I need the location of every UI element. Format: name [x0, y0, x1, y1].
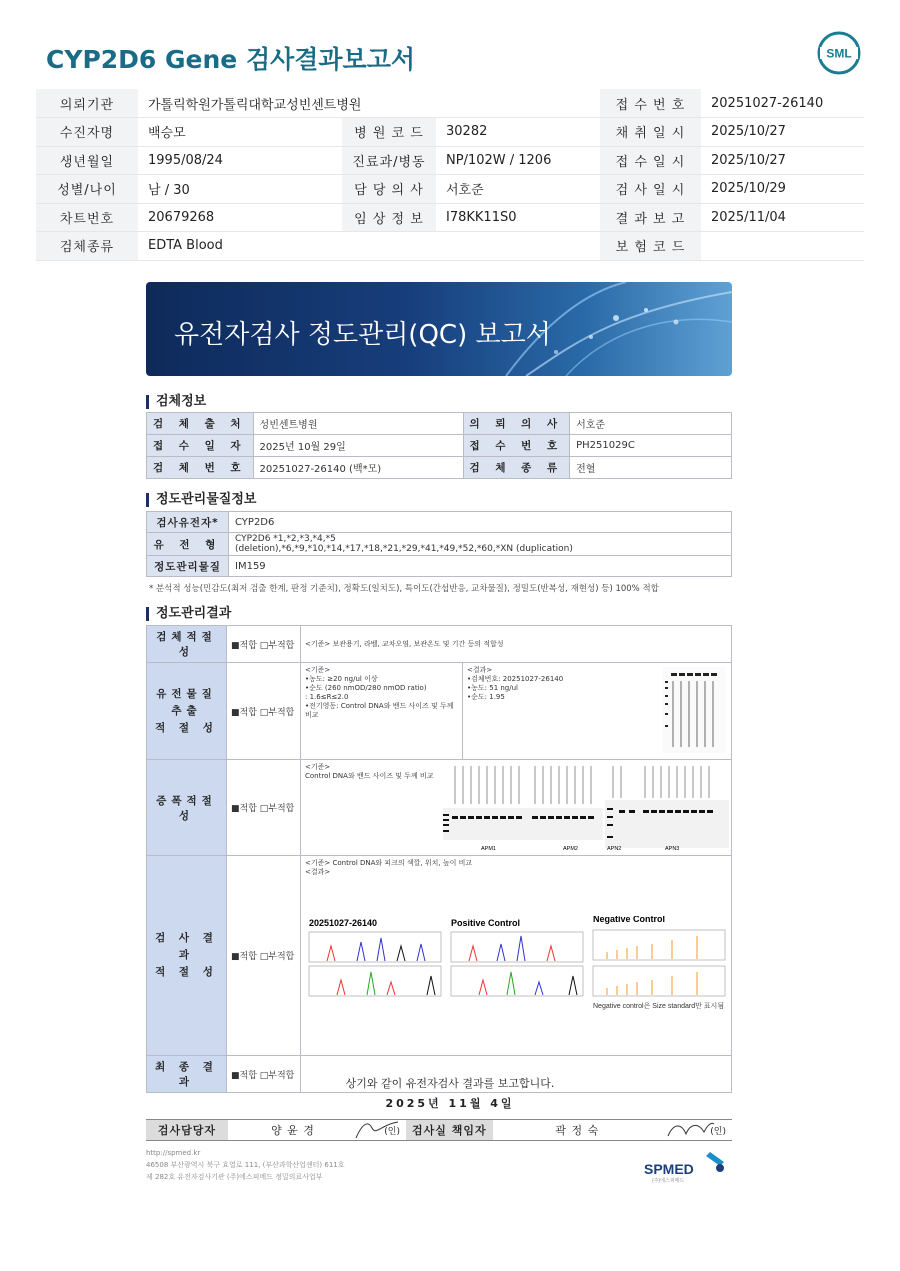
institution-value: 가톨릭학원가톨릭대학교성빈센트병원 [138, 89, 600, 118]
qc-result-table [146, 625, 732, 1093]
footer-license: 제 282호 유전자검사기관 (주)에스피메드 정밀의료사업부 [146, 1173, 323, 1181]
fail-mark: □부적합 [259, 707, 295, 718]
criteria-line: •농도: ≥20 ng/ul 이상 [305, 675, 378, 683]
director-label: 검사실 책임자 [406, 1120, 493, 1141]
result-check [227, 856, 301, 1056]
svg-text:20251027-26140: 20251027-26140 [309, 918, 378, 928]
svg-text:Positive Control: Positive Control [451, 918, 521, 928]
result-cell [301, 856, 732, 1056]
source-value: 성빈센트병원 [253, 413, 463, 435]
dept-value: NP/102W / 1206 [436, 146, 600, 175]
fail-mark: □부적합 [259, 952, 295, 962]
report-date-value: 2025/11/04 [701, 203, 864, 232]
amplification-label: 증폭적절성 [147, 760, 227, 856]
pass-mark: ■적합 [231, 1070, 257, 1081]
svg-text:Negative control은 Size standar: Negative control은 Size standard만 표시됨 [593, 1003, 725, 1010]
extraction-result [463, 663, 732, 760]
pass-mark: ■적합 [231, 804, 257, 814]
qc-material-section-title: 정도관리물질정보 [146, 493, 256, 507]
chart-value: 20679268 [138, 203, 342, 232]
specimen-label: 검체종류 [36, 232, 138, 261]
hospital-code-value: 30282 [436, 118, 600, 147]
result-line: •순도: 1.95 [467, 693, 505, 701]
result-label-1: 검 사 결 과 [155, 932, 218, 961]
sml-logo [816, 30, 862, 76]
extraction-gel-image [663, 667, 725, 753]
collect-date-label: 채 취 일 시 [600, 118, 701, 147]
sex-age-value: 남 / 30 [138, 175, 342, 204]
source-label: 검 체 출 처 [147, 413, 254, 435]
clinical-value: I78KK11S0 [436, 203, 600, 232]
specimen-value: EDTA Blood [138, 232, 600, 261]
tester-label: 검사담당자 [146, 1120, 228, 1141]
receipt-no-value: 20251027-26140 [701, 89, 864, 118]
extraction-check [227, 663, 301, 760]
footer-url: http://spmed.kr [146, 1149, 201, 1157]
svg-text:SML: SML [826, 46, 852, 61]
receipt-value: PH251029C [570, 435, 732, 457]
footer [146, 1147, 345, 1183]
patient-info-table [36, 89, 864, 261]
number-label: 검 체 번 호 [147, 457, 254, 479]
sex-age-label: 성별/나이 [36, 175, 138, 204]
fail-mark: □부적합 [259, 1070, 295, 1081]
seal-text: (인) [710, 1126, 726, 1137]
director-seal [662, 1120, 732, 1141]
extraction-label-1: 유전물질추출 [156, 687, 217, 717]
amplification-cell [301, 760, 732, 856]
doctor-value: 서호준 [436, 175, 600, 204]
gene-value: CYP2D6 [229, 512, 732, 533]
type-value: 전혈 [570, 457, 732, 479]
birth-value: 1995/08/24 [138, 146, 342, 175]
chart-label: 차트번호 [36, 203, 138, 232]
svg-text:Negative Control: Negative Control [593, 916, 666, 924]
result-label-2: 적 절 성 [155, 966, 218, 978]
criteria-line: : 1.6≤R≤2.0 [305, 693, 349, 701]
report-title: CYP2D6 Gene 검사결과보고서 [46, 45, 416, 74]
svg-text:(주)에스피메드: (주)에스피메드 [652, 1178, 685, 1184]
fail-mark: □부적합 [259, 804, 295, 814]
receipt-date-value: 2025/10/27 [701, 146, 864, 175]
specimen-section-title: 검체정보 [146, 395, 206, 409]
specimen-criteria: <기준> 보관용기, 라벨, 교차오염, 보관온도 및 기간 등의 적합성 [301, 626, 732, 663]
svg-text:APN3: APN3 [665, 846, 680, 852]
svg-text:APM2: APM2 [563, 846, 578, 852]
receipt-no-label: 접 수 번 호 [600, 89, 701, 118]
gene-label: 검사유전자* [147, 512, 229, 533]
footer-address: 46508 부산광역시 북구 효열로 111, (부산과학산업센터) 611호 [146, 1161, 345, 1169]
criteria-line: <결과> [305, 868, 331, 876]
performance-note: * 분석적 성능(민감도(최저 검출 한계, 판정 기준치), 정확도(일치도), 특이도(간섭반응, 교차물질), 정밀도(반복성, 재현성) 등) 100% 적합 [149, 584, 659, 594]
specimen-adequacy-check [227, 626, 301, 663]
patient-value: 백승모 [138, 118, 342, 147]
genotype-line-1: CYP2D6 *1,*2,*3,*4,*5 [235, 534, 336, 544]
requester-value: 서호준 [570, 413, 732, 435]
qc-banner [146, 282, 732, 376]
requester-label: 의 뢰 의 사 [463, 413, 570, 435]
test-date-value: 2025/10/29 [701, 175, 864, 204]
report-date-label: 결 과 보 고 [600, 203, 701, 232]
svg-text:APM1: APM1 [481, 846, 496, 852]
result-line: <결과> [467, 666, 493, 674]
received-label: 접 수 일 자 [147, 435, 254, 457]
final-result-label: 최 종 결 과 [147, 1056, 227, 1093]
seal-text: (인) [384, 1126, 400, 1137]
director-signature-image [664, 1118, 716, 1142]
result-line: •검체번호: 20251027-26140 [467, 675, 564, 683]
number-value: 20251027-26140 (백*모) [253, 457, 463, 479]
material-value: IM159 [229, 556, 732, 577]
birth-label: 생년월일 [36, 146, 138, 175]
criteria-line: Control DNA와 밴드 사이즈 및 두께 비교 [305, 772, 434, 780]
genotype-line-2: (deletion),*6,*9,*10,*14,*17,*18,*21,*29,*41,*49,*52,*60,*XN (duplication) [235, 544, 573, 554]
signature-table [146, 1119, 732, 1141]
patient-label: 수진자명 [36, 118, 138, 147]
tester-name: 양 윤 경 [228, 1120, 358, 1141]
report-date: 2025년 11월 4일 [385, 1097, 515, 1110]
institution-label: 의뢰기관 [36, 89, 138, 118]
extraction-label-2: 적 절 성 [155, 721, 218, 734]
banner-title: 유전자검사 정도관리(QC) 보고서 [174, 320, 551, 350]
qc-result-section-title: 정도관리결과 [146, 607, 231, 621]
insurance-label: 보 험 코 드 [600, 232, 701, 261]
dept-label: 진료과/병동 [342, 146, 436, 175]
svg-text:SPMED: SPMED [644, 1161, 694, 1177]
electropherogram-image [307, 916, 727, 1026]
amplification-gel-image [441, 764, 731, 852]
clinical-label: 임 상 정 보 [342, 203, 436, 232]
specimen-table [146, 412, 732, 479]
result-line: •농도: 51 ng/ul [467, 684, 518, 692]
tester-signature-image [352, 1118, 402, 1142]
fail-mark: □부적합 [259, 640, 295, 651]
specimen-adequacy-label: 검체적절성 [147, 626, 227, 663]
criteria-line: <기준> Control DNA와 피크의 색깔, 위치, 높이 비교 [305, 859, 473, 867]
pass-mark: ■적합 [231, 640, 257, 651]
spmed-logo [644, 1148, 730, 1184]
qc-material-table [146, 511, 732, 577]
criteria-line: <기준> [305, 666, 331, 674]
director-name: 곽 정 숙 [493, 1120, 662, 1141]
insurance-value [701, 232, 864, 261]
genotype-label: 유 전 형 [147, 533, 229, 556]
amplification-check [227, 760, 301, 856]
type-label: 검 체 종 류 [463, 457, 570, 479]
doctor-label: 담 당 의 사 [342, 175, 436, 204]
hospital-code-label: 병 원 코 드 [342, 118, 436, 147]
criteria-line: •전기영동: Control DNA와 밴드 사이즈 및 두께 비교 [305, 702, 454, 719]
received-value: 2025년 10월 29일 [253, 435, 463, 457]
criteria-line: <기준> [305, 763, 331, 771]
pass-mark: ■적합 [231, 952, 257, 962]
receipt-date-label: 접 수 일 시 [600, 146, 701, 175]
tester-seal [358, 1120, 406, 1141]
material-label: 정도관리물질 [147, 556, 229, 577]
test-date-label: 검 사 일 시 [600, 175, 701, 204]
extraction-criteria [301, 663, 463, 760]
collect-date-value: 2025/10/27 [701, 118, 864, 147]
receipt-label: 접 수 번 호 [463, 435, 570, 457]
pass-mark: ■적합 [231, 707, 257, 718]
svg-text:APN2: APN2 [607, 846, 622, 852]
closing-statement: 상기와 같이 유전자검사 결과를 보고합니다. [345, 1077, 555, 1090]
criteria-line: •순도 (260 nmOD/280 nmOD ratio) [305, 684, 427, 692]
